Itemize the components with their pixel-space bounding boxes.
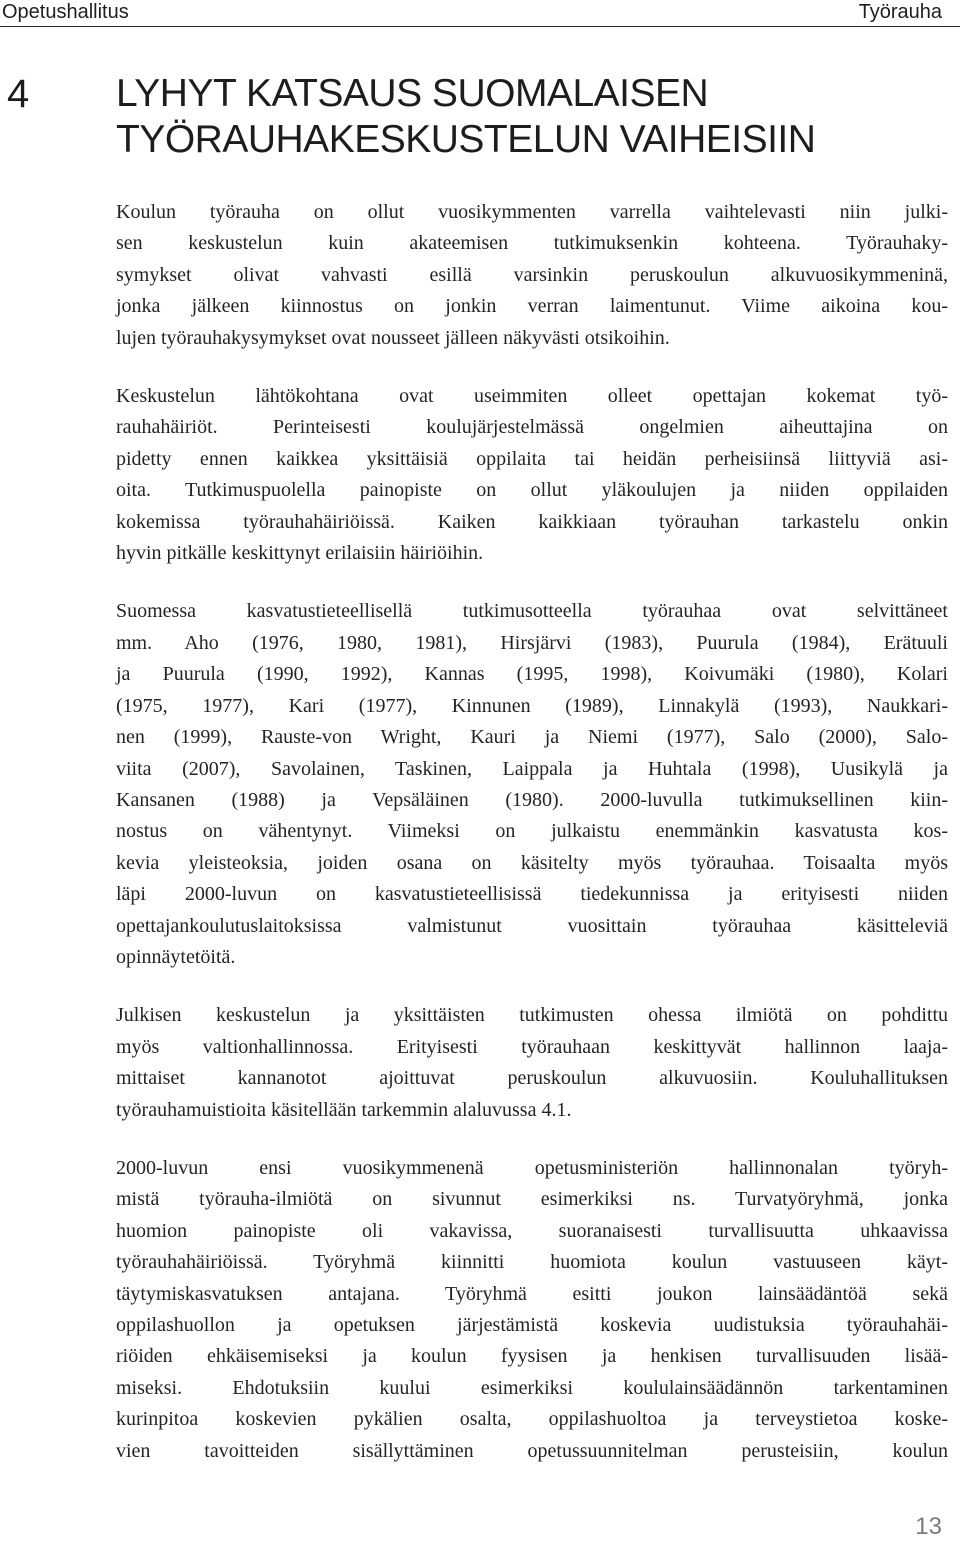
body-text (116, 197, 948, 1494)
text-line: kevia yleisteoksia, joiden osana on käsitelty myös työrauhaa. Toisaalta myös (116, 851, 948, 874)
text-line: kokemissa työrauhahäiriöissä. Kaiken kaikkiaan työrauhan tarkastelu onkin (116, 510, 948, 533)
text-line: oita. Tutkimuspuolella painopiste on ollut yläkoulujen ja niiden oppilaiden (116, 479, 948, 502)
text-line: 2000-luvun ensi vuosikymmenenä opetusministeriön hallinnonalan työryh- (116, 1156, 948, 1179)
paragraph-5 (116, 1153, 948, 1467)
text-line: huomion painopiste oli vakavissa, suoranaisesti turvallisuutta uhkaavissa (116, 1219, 948, 1242)
paragraph-2 (116, 381, 948, 569)
text-line: opinnäytetöitä. (116, 945, 236, 968)
text-line: jonka jälkeen kiinnostus on jonkin verran laimentunut. Viime aikoina kou- (116, 295, 948, 318)
page-number: 13 (915, 1513, 942, 1540)
text-line: hyvin pitkälle keskittynyt erilaisiin häiriöihin. (116, 542, 484, 565)
text-line: oppilashuollon ja opetuksen järjestämistä koskevia uudistuksia työrauhahäi- (116, 1314, 948, 1336)
text-line: mm. Aho (1976, 1980, 1981), Hirsjärvi (1983), Puurula (1984), Erätuuli (116, 631, 948, 654)
text-line: opettajankoulutuslaitoksissa valmistunut vuosittain työrauhaa käsitteleviä (116, 914, 948, 937)
text-line: työrauhamuistioita käsitellään tarkemmin alaluvussa 4.1. (116, 1098, 572, 1121)
text-line: mistä työrauha-ilmiötä on sivunnut esimerkiksi ns. Turvatyöryhmä, jonka (116, 1188, 948, 1211)
chapter-number: 4 (7, 72, 30, 116)
text-line: kurinpitoa koskevien pykälien osalta, oppilashuoltoa ja terveystietoa koske- (116, 1408, 948, 1431)
chapter-title-line: LYHYT KATSAUS SUOMALAISEN (116, 72, 709, 115)
text-line: pidetty ennen kaikkea yksittäisiä oppilaita tai heidän perheisiinsä liittyviä asi- (116, 447, 948, 470)
text-line: riöiden ehkäisemiseksi ja koulun fyysisen ja henkisen turvallisuuden lisää- (116, 1345, 948, 1368)
text-line: viita (2007), Savolainen, Taskinen, Laippala ja Huhtala (1998), Uusikylä ja (116, 757, 948, 780)
text-line: täytymiskasvatuksen antajana. Työryhmä esitti joukon lainsäädäntöä sekä (116, 1282, 948, 1305)
text-line: Koulun työrauha on ollut vuosikymmenten varrella vaihtelevasti niin julki- (116, 201, 948, 223)
text-line: lujen työrauhakysymykset ovat nousseet jälleen näkyvästi otsikoihin. (116, 326, 670, 349)
publisher-name: Opetushallitus (2, 1, 129, 23)
text-line: ja Puurula (1990, 1992), Kannas (1995, 1998), Koivumäki (1980), Kolari (116, 663, 948, 686)
text-line: sen keskustelun kuin akateemisen tutkimuksenkin kohteena. Työrauhaky- (116, 232, 948, 255)
text-line: työrauhahäiriöissä. Työryhmä kiinnitti huomiota koulun vastuuseen käyt- (116, 1251, 948, 1274)
text-line: myös valtionhallinnossa. Erityisesti työrauhaan keskittyvät hallinnon laaja- (116, 1035, 948, 1058)
text-line: Keskustelun lähtökohtana ovat useimmiten olleet opettajan kokemat työ- (116, 385, 948, 408)
text-line: nen (1999), Rauste-von Wright, Kauri ja Niemi (1977), Salo (2000), Salo- (116, 726, 948, 749)
text-line: Julkisen keskustelun ja yksittäisten tutkimusten ohessa ilmiötä on pohdittu (116, 1004, 948, 1027)
text-line: symykset olivat vahvasti esillä varsinkin peruskoulun alkuvuosikymmeninä, (116, 263, 948, 286)
text-line: rauhahäiriöt. Perinteisesti koulujärjestelmässä ongelmien aiheuttajina on (116, 416, 948, 439)
paragraph-3 (116, 596, 948, 973)
text-line: Kansanen (1988) ja Vepsäläinen (1980). 2000-luvulla tutkimuksellinen kiin- (116, 788, 948, 811)
publication-title: Työrauha (858, 1, 942, 23)
text-line: miseksi. Ehdotuksiin kuului esimerkiksi koululainsäädännön tarkentaminen (116, 1376, 948, 1399)
text-line: nostus on vähentynyt. Viimeksi on julkaistu enemmänkin kasvatusta kos- (116, 820, 948, 843)
text-line: mittaiset kannanotot ajoittuvat peruskoulun alkuvuosiin. Kouluhallituksen (116, 1067, 948, 1090)
text-line: (1975, 1977), Kari (1977), Kinnunen (1989), Linnakylä (1993), Naukkari- (116, 694, 948, 717)
text-line: vien tavoitteiden sisällyttäminen opetussuunnitelman perusteisiin, koulun (116, 1439, 948, 1462)
chapter-title-line: TYÖRAUHAKESKUSTELUN VAIHEISIIN (116, 118, 816, 161)
text-line: läpi 2000-luvun on kasvatustieteellisissä tiedekunnissa ja erityisesti niiden (116, 883, 948, 906)
running-header (0, 0, 960, 27)
chapter-title (116, 71, 936, 163)
paragraph-1 (116, 197, 948, 354)
paragraph-4 (116, 1000, 948, 1126)
text-line: Suomessa kasvatustieteellisellä tutkimusotteella työrauhaa ovat selvittäneet (116, 600, 948, 623)
